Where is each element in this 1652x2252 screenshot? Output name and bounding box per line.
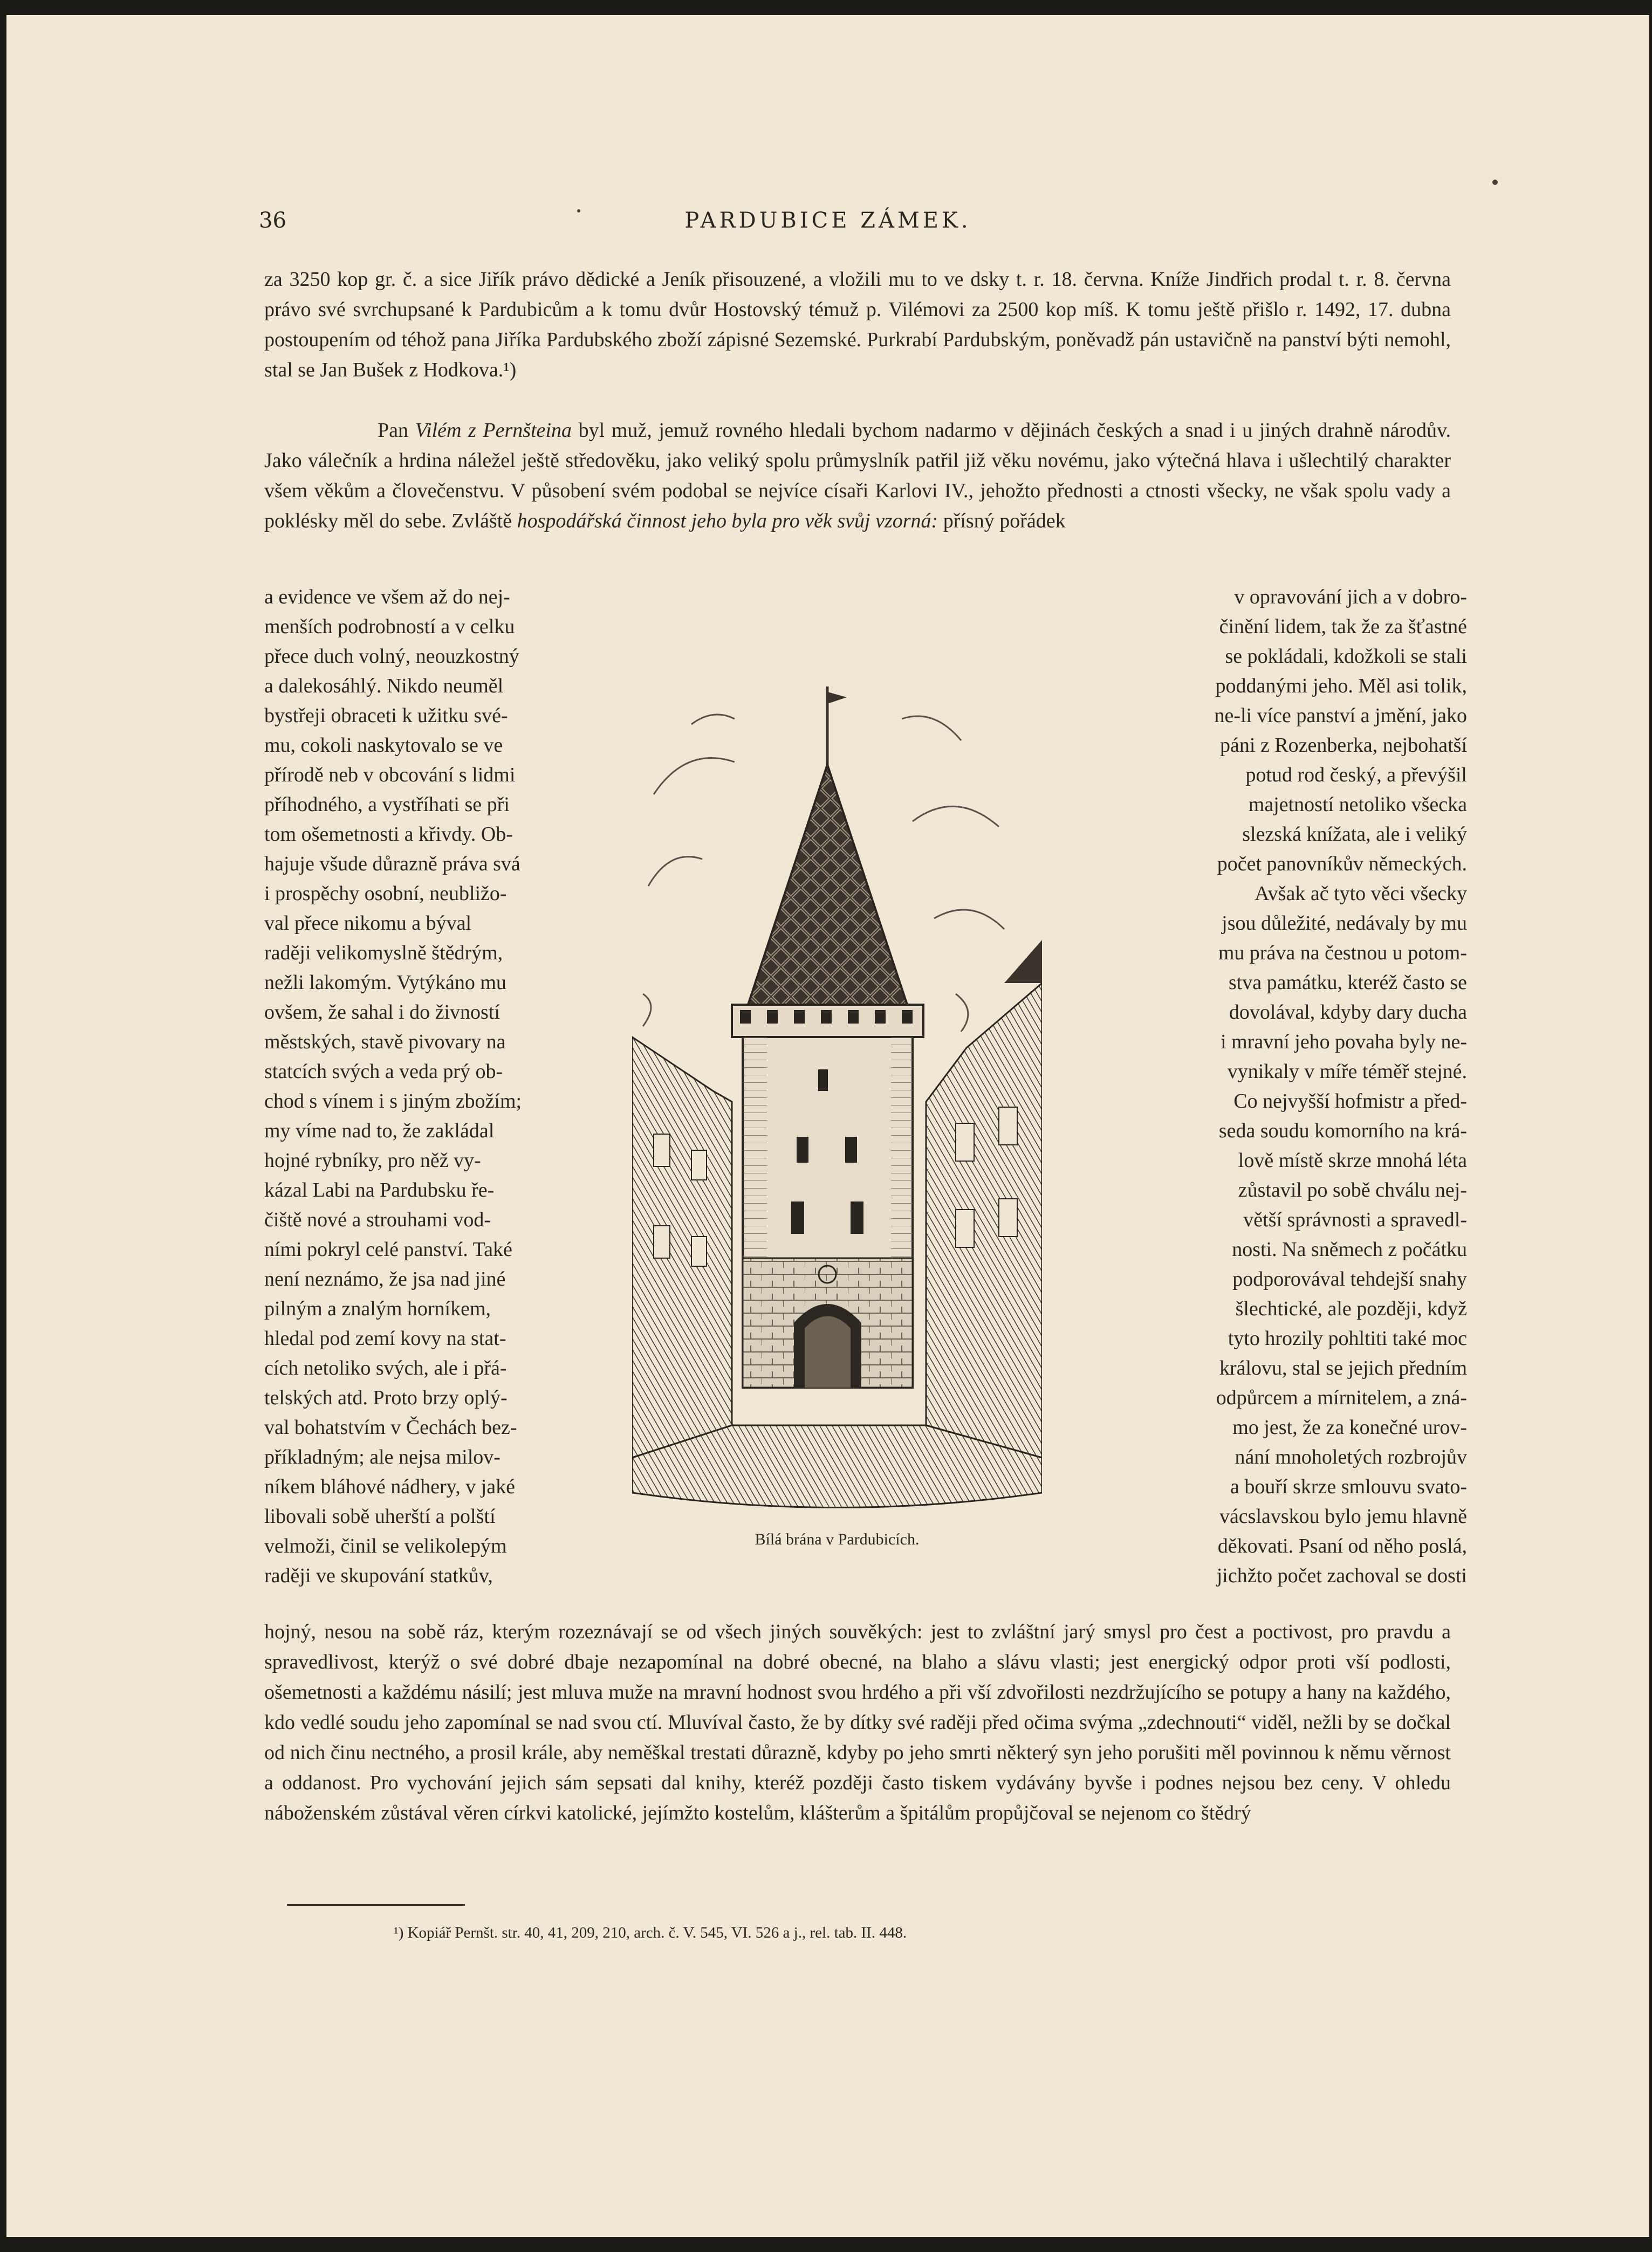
page-header (6, 208, 1649, 241)
column-line: ne-li více panství a jmění, jako (1214, 704, 1467, 727)
figure-caption: Bílá brána v Pardubicích. (755, 1530, 920, 1548)
column-line: královu, stal se jejich předním (1219, 1357, 1467, 1379)
column-line: tyto hrozily pohltiti také moc (1228, 1327, 1467, 1350)
column-line: děkovati. Psaní od něho poslá, (1217, 1535, 1467, 1557)
column-line: hledal pod zemí kovy na stat- (264, 1327, 506, 1350)
footnote-divider (287, 1904, 465, 1906)
column-line: potud rod český, a převýšil (1245, 764, 1467, 786)
column-line: nežli lakomým. Vytýkáno mu (264, 971, 506, 994)
column-line: vynikaly v míře téměř stejné. (1227, 1060, 1467, 1083)
column-line: a bouří skrze smlouvu svato- (1230, 1475, 1467, 1498)
column-line: činění lidem, tak že za šťastné (1219, 615, 1467, 638)
column-line: chod s vínem i s jiným zbožím; (264, 1090, 522, 1113)
column-line: val bohatstvím v Čechách bez- (264, 1416, 517, 1439)
column-line: níkem bláhové nádhery, v jaké (264, 1475, 515, 1498)
column-line: přece duch volný, neouzkostný (264, 645, 519, 668)
column-line: šlechtické, ale později, když (1235, 1297, 1467, 1320)
column-line: velmoži, činil se velikolepým (264, 1535, 507, 1557)
column-line: mo jest, že za konečné urov- (1232, 1416, 1467, 1439)
column-line: tom ošemetnosti a křivdy. Ob- (264, 823, 513, 846)
column-line: hajuje všude důrazně práva svá (264, 853, 520, 875)
paragraph-2-end: přísný pořádek (938, 510, 1066, 532)
column-line: bystřeji obraceti k užitku své- (264, 704, 508, 727)
column-line: val přece nikomu a býval (264, 912, 472, 935)
column-line: nosti. Na sněmech z počátku (1232, 1238, 1467, 1261)
column-line: mu, cokoli naskytovalo se ve (264, 734, 503, 757)
column-line: jichžto počet zachoval se dosti (1216, 1564, 1467, 1587)
column-line: i prospěchy osobní, neubližo- (264, 882, 507, 905)
column-line: kázal Labi na Pardubsku ře- (264, 1179, 495, 1201)
column-line: přírodě neb v obcování s lidmi (264, 764, 516, 786)
paper-speck (1492, 180, 1498, 185)
column-line: raději ve skupování statkův, (264, 1564, 493, 1587)
column-line: cích netoliko svých, ale i přá- (264, 1357, 507, 1379)
column-line: vácslavskou bylo jemu hlavně (1219, 1505, 1467, 1528)
column-line: větší správnosti a spravedl- (1243, 1209, 1467, 1231)
column-line: my víme nad to, že zakládal (264, 1120, 495, 1142)
column-line: lově místě skrze mnohá léta (1238, 1149, 1467, 1172)
column-line: libovali sobě uherští a polští (264, 1505, 496, 1528)
column-line: mu práva na čestnou u potom- (1218, 942, 1467, 964)
column-line: příhodného, a vystříhati se při (264, 793, 510, 816)
column-line: a dalekosáhlý. Nikdo neuměl (264, 675, 504, 697)
column-line: ními pokryl celé panství. Také (264, 1238, 512, 1261)
column-line: i mravní jeho povaha byly ne- (1221, 1031, 1467, 1053)
column-line: hojné rybníky, pro něž vy- (264, 1149, 481, 1172)
column-line: dovolával, kdyby dary ducha (1229, 1001, 1467, 1024)
page-number: 36 (259, 208, 286, 233)
person-name: Vilém z Pernšteina (415, 419, 572, 442)
column-line: odpůrcem a mírnitelem, a zná- (1216, 1386, 1467, 1409)
column-line: stva památku, kteréž často se (1228, 971, 1467, 994)
column-line: poddanými jeho. Měl asi tolik, (1215, 675, 1467, 697)
column-line: majetností netoliko všecka (1248, 793, 1467, 816)
column-line: Co nejvyšší hofmistr a před- (1233, 1090, 1467, 1113)
column-line: počet panovníkův německých. (1217, 853, 1467, 875)
column-line: a evidence ve všem až do nej- (264, 586, 510, 608)
column-line: menších podrobností a v celku (264, 615, 515, 638)
column-line: ovšem, že sahal i do živností (264, 1001, 500, 1024)
paragraph-2 (264, 415, 1451, 536)
column-line: statcích svých a veda prý ob- (264, 1060, 503, 1083)
column-line: raději velikomyslně štědrým, (264, 942, 503, 964)
book-page (6, 15, 1649, 2237)
engraving-white-gate (632, 660, 1042, 1512)
column-line: nání mnoholetých rozbrojův (1235, 1446, 1467, 1468)
column-line: Avšak ač tyto věci všecky (1255, 882, 1467, 905)
column-line: páni z Rozenberka, nejbohatší (1220, 734, 1467, 757)
paper-speck (577, 209, 580, 212)
left-text-column (264, 582, 609, 1591)
column-line: pilným a znalým horníkem, (264, 1297, 491, 1320)
column-line: zůstavil po sobě chválu nej- (1238, 1179, 1467, 1201)
paragraph-2-middle: byl muž, jemuž rovného hledali bychom nadarmo v dějinách českých a snad i u jiných drahně národův. Jako válečník a hrdina náležel ještě středověku, jako veliký spolu průmyslník patřil již věku novému, jako výtečná hlava i ušlechtilý charakter všem věkům a človečenstvu. V působení svém podobal se nejvíce císaři Karlovi IV., jehožto přednosti a ctnosti všecky, ne však spolu vady a poklésky měl do sebe. Zvláště (264, 419, 1451, 532)
column-line: příkladným; ale nejsa milov- (264, 1446, 501, 1468)
paragraph-3: hojný, nesou na sobě ráz, kterým rozeznávají se od všech jiných souvěkých: jest to zvláštní jarý smysl pro čest a poctivost, pro pravdu a spravedlivost, kterýž o své dobré dbaje nezapomínal na dobré obecné, na blaho a slávu vlasti; jest energický odpor proti vší podlosti, ošemetnosti a každému násilí; jest mluva muže na mravní hodnost svou hrdého a při vší zdvořilosti nezdržujícího se potupy a hany na každého, kdo vedlé soudu jeho zapomínal se nad svou ctí. Mluvíval často, že by dítky své raději před očima svýma „zdechnouti“ viděl, nežli by se dočkal od nich činu nectného, a prosil krále, aby neměškal trestati důrazně, kdyby po jeho smrti některý syn jeho porušiti měl povinnou k němu věrnost a oddanost. Pro vychování jejich sám sepsati dal knihy, kteréž později často tiskem vydávány byvše i podnes nejsou bez ceny. V ohledu náboženském zůstával věren církvi katolické, jejímžto kostelům, klášterům a špitálům propůjčoval se nejenom co štědrý (264, 1621, 1451, 1824)
column-line: městských, stavě pivovary na (264, 1031, 506, 1053)
column-line: není neznámo, že jsa nad jiné (264, 1268, 506, 1290)
column-line: podporovával tehdejší snahy (1232, 1268, 1467, 1290)
column-line: slezská knížata, ale i veliký (1242, 823, 1467, 846)
column-line: jsou důležité, nedávaly by mu (1222, 912, 1467, 935)
column-line: seda soudu komorního na krá- (1218, 1120, 1467, 1142)
right-text-column (1122, 582, 1467, 1591)
footnote: ¹) Kopiář Pernšt. str. 40, 41, 209, 210, arch. č. V. 545, VI. 526 a j., rel. tab. II. 448. (394, 1924, 907, 1941)
running-title: PARDUBICE ZÁMEK. (684, 208, 971, 233)
column-line: čiště nové a strouhami vod- (264, 1209, 491, 1231)
paragraph-1: za 3250 kop gr. č. a sice Jiřík právo dědické a Jeník přisouzené, a vložili mu to ve dsky t. r. 18. června. Kníže Jindřich prodal t. r. 8. června právo své svrchupsané k Pardubicům a k tomu dvůr Hostovský témuž p. Vilémovi za 2500 kop míš. K tomu ještě přišlo r. 1492, 17. dubna postoupením od téhož pana Jiříka Pardubského zboží zápisné Sezemské. Purkrabí Pardubským, poněvadž pán ustavičně na panství býti nemohl, stal se Jan Bušek z Hodkova.¹) (264, 268, 1451, 381)
paragraph-2-start: Pan (378, 419, 415, 442)
column-line: v opravování jich a v dobro- (1234, 586, 1467, 608)
column-line: se pokládali, kdožkoli se stali (1225, 645, 1467, 668)
column-line: telských atd. Proto brzy oplý- (264, 1386, 508, 1409)
emphasis-text: hospodářská činnost jeho byla pro věk svůj vzorná: (517, 510, 938, 532)
